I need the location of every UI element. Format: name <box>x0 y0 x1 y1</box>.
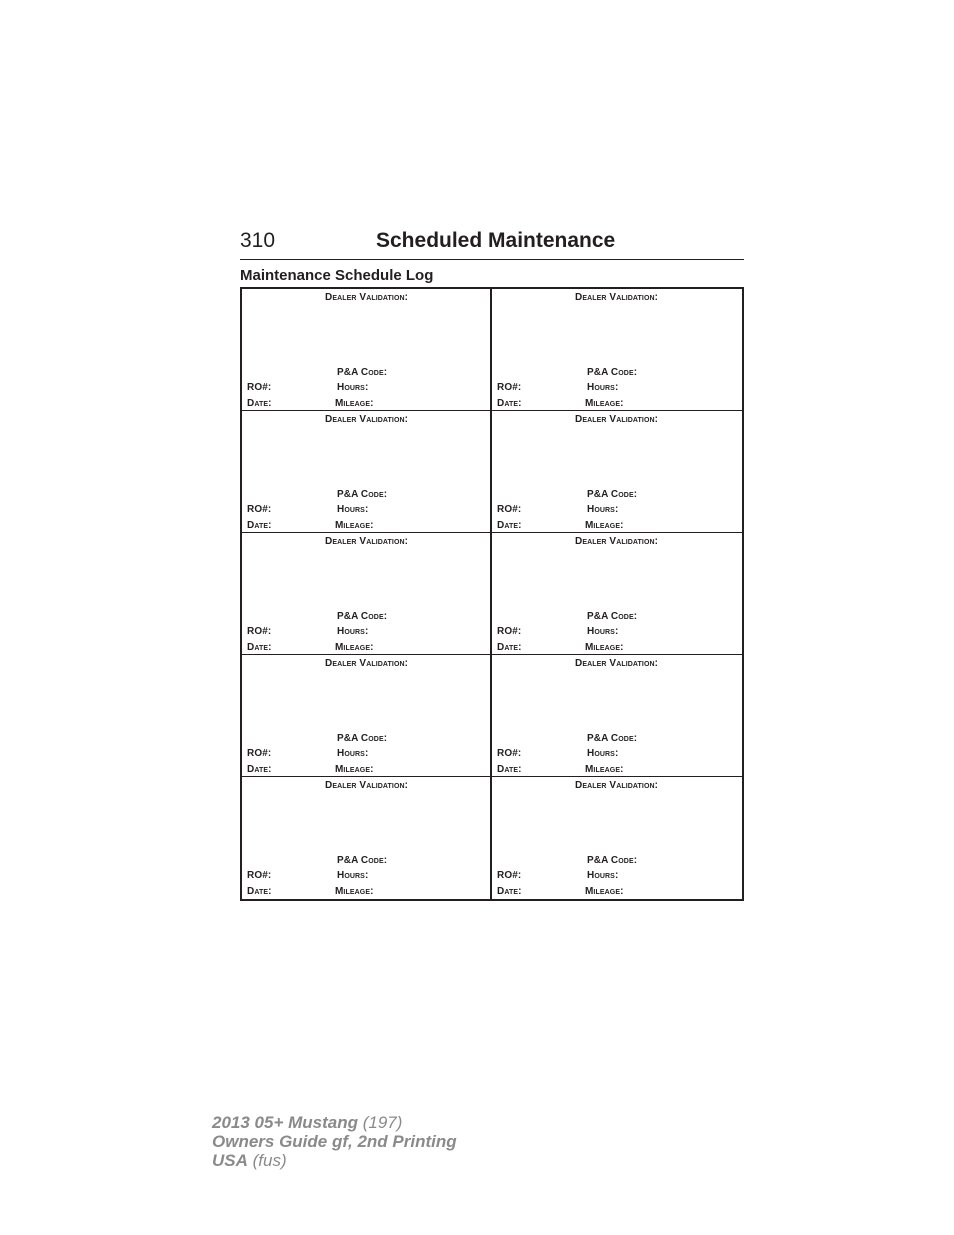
date-label: Date: <box>497 886 522 897</box>
dealer-validation-label: Dealer Validation: <box>575 292 659 303</box>
date-label: Date: <box>247 642 272 653</box>
dealer-validation-label: Dealer Validation: <box>325 658 409 669</box>
footer-market: USA <box>212 1151 248 1170</box>
mileage-label: Mileage: <box>585 886 624 897</box>
dealer-validation-label: Dealer Validation: <box>325 292 409 303</box>
date-label: Date: <box>497 764 522 775</box>
date-label: Date: <box>247 886 272 897</box>
hours-label: Hours: <box>337 382 369 393</box>
log-entry <box>242 655 492 777</box>
pa-code-label: P&A Code: <box>587 489 638 500</box>
hours-label: Hours: <box>337 748 369 759</box>
pa-code-label: P&A Code: <box>587 611 638 622</box>
mileage-label: Mileage: <box>335 886 374 897</box>
mileage-label: Mileage: <box>335 398 374 409</box>
ro-number-label: RO#: <box>497 626 522 637</box>
ro-number-label: RO#: <box>497 870 522 881</box>
footer-market-code: (fus) <box>247 1151 287 1170</box>
date-label: Date: <box>497 642 522 653</box>
mileage-label: Mileage: <box>335 764 374 775</box>
footer-guide: Owners Guide gf, 2nd Printing <box>212 1132 457 1151</box>
pa-code-label: P&A Code: <box>337 733 388 744</box>
dealer-validation-label: Dealer Validation: <box>325 780 409 791</box>
page-number: 310 <box>240 229 276 252</box>
log-entry <box>242 533 492 655</box>
footer-model-code: (197) <box>358 1113 403 1132</box>
ro-number-label: RO#: <box>497 748 522 759</box>
pa-code-label: P&A Code: <box>337 611 388 622</box>
hours-label: Hours: <box>587 626 619 637</box>
mileage-label: Mileage: <box>585 764 624 775</box>
pa-code-label: P&A Code: <box>587 733 638 744</box>
dealer-validation-label: Dealer Validation: <box>575 536 659 547</box>
dealer-validation-label: Dealer Validation: <box>575 780 659 791</box>
footer-line-model <box>212 1113 457 1132</box>
ro-number-label: RO#: <box>247 626 272 637</box>
ro-number-label: RO#: <box>247 748 272 759</box>
dealer-validation-label: Dealer Validation: <box>325 536 409 547</box>
hours-label: Hours: <box>587 748 619 759</box>
document-footer <box>212 1113 457 1170</box>
pa-code-label: P&A Code: <box>337 489 388 500</box>
ro-number-label: RO#: <box>247 504 272 515</box>
date-label: Date: <box>497 520 522 531</box>
ro-number-label: RO#: <box>497 504 522 515</box>
pa-code-label: P&A Code: <box>587 367 638 378</box>
mileage-label: Mileage: <box>585 398 624 409</box>
dealer-validation-label: Dealer Validation: <box>325 414 409 425</box>
log-entry <box>242 411 492 533</box>
pa-code-label: P&A Code: <box>587 855 638 866</box>
ro-number-label: RO#: <box>247 382 272 393</box>
ro-number-label: RO#: <box>497 382 522 393</box>
log-entry <box>492 289 742 411</box>
hours-label: Hours: <box>337 626 369 637</box>
hours-label: Hours: <box>587 382 619 393</box>
hours-label: Hours: <box>337 504 369 515</box>
section-title: Maintenance Schedule Log <box>240 267 434 284</box>
mileage-label: Mileage: <box>585 642 624 653</box>
hours-label: Hours: <box>337 870 369 881</box>
mileage-label: Mileage: <box>585 520 624 531</box>
mileage-label: Mileage: <box>335 642 374 653</box>
log-entry <box>492 533 742 655</box>
mileage-label: Mileage: <box>335 520 374 531</box>
log-entry <box>242 777 492 899</box>
date-label: Date: <box>497 398 522 409</box>
log-entry <box>242 289 492 411</box>
log-entry <box>492 655 742 777</box>
hours-label: Hours: <box>587 504 619 515</box>
footer-line-market <box>212 1151 457 1170</box>
ro-number-label: RO#: <box>247 870 272 881</box>
log-entry <box>492 777 742 899</box>
chapter-title: Scheduled Maintenance <box>376 229 616 252</box>
pa-code-label: P&A Code: <box>337 367 388 378</box>
log-entry <box>492 411 742 533</box>
date-label: Date: <box>247 764 272 775</box>
maintenance-log-grid <box>240 287 744 901</box>
pa-code-label: P&A Code: <box>337 855 388 866</box>
date-label: Date: <box>247 520 272 531</box>
date-label: Date: <box>247 398 272 409</box>
hours-label: Hours: <box>587 870 619 881</box>
dealer-validation-label: Dealer Validation: <box>575 414 659 425</box>
dealer-validation-label: Dealer Validation: <box>575 658 659 669</box>
footer-line-guide <box>212 1132 457 1151</box>
footer-model: 2013 05+ Mustang <box>212 1113 358 1132</box>
page-header <box>240 229 744 260</box>
